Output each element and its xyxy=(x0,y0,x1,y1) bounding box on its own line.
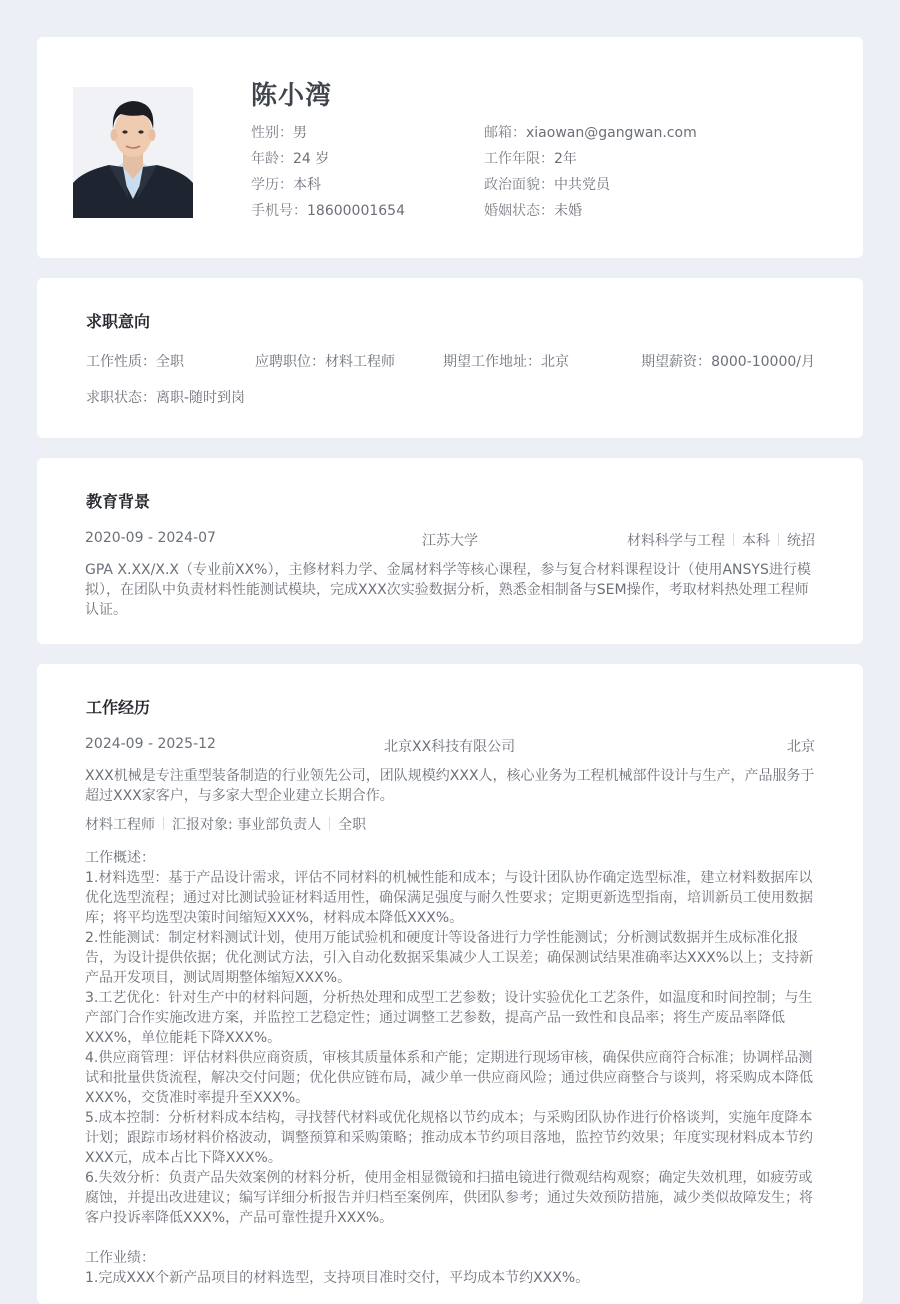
email-value: xiaowan@gangwan.com xyxy=(526,125,697,141)
report-to: 汇报对象: 事业部负责人 xyxy=(172,817,322,833)
work-overview xyxy=(85,848,817,1288)
candidate-name: 陈小湾 xyxy=(251,81,333,111)
gender-field xyxy=(251,122,307,142)
age-field xyxy=(251,148,329,168)
job-type: 全职 xyxy=(338,817,367,833)
work-period: 2024-09 - 2025-12 xyxy=(85,736,216,752)
work-city: 北京 xyxy=(787,739,815,755)
education-level-label: 学历： xyxy=(251,177,293,193)
avatar xyxy=(73,87,193,218)
work-years-field xyxy=(484,148,577,168)
expected-location-value: 北京 xyxy=(541,354,569,370)
expected-salary-value: 8000-10000/月 xyxy=(711,354,815,370)
achievements-label: 工作业绩： xyxy=(85,1250,155,1266)
expected-location-field xyxy=(443,351,569,371)
marital-status-label: 婚姻状态： xyxy=(484,203,554,219)
phone-value: 18600001654 xyxy=(307,203,405,219)
major: 材料科学与工程 xyxy=(627,533,725,549)
divider xyxy=(733,533,734,546)
education-period: 2020-09 - 2024-07 xyxy=(85,530,216,546)
job-position: 材料工程师 xyxy=(85,817,155,833)
job-nature-value: 全职 xyxy=(156,354,184,370)
expected-location-label: 期望工作地址： xyxy=(443,354,541,370)
enrollment-type: 统招 xyxy=(787,533,815,549)
job-status-field xyxy=(86,387,245,407)
overview-item: 3.工艺优化：针对生产中的材料问题，分析热处理和成型工艺参数；设计实验优化工艺条件，如温度和时间控制；与生产部门合作实施改进方案，并监控工艺稳定性；通过调整工艺参数，提高产品一致性和良品率；将生产废品率降低XXX%，单位能耗下降XXX%。 xyxy=(85,990,813,1046)
overview-item: 6.失效分析：负责产品失效案例的材料分析，使用金相显微镜和扫描电镜进行微观结构观察；确定失效机理，如疲劳或腐蚀，并提出改进建议；编写详细分析报告并归档至案例库，供团队参考；通过失效预防措施，减少类似故障发生；将客户投诉率降低XXX%，产品可靠性提升XXX%。 xyxy=(85,1170,813,1226)
education-tags xyxy=(627,530,815,550)
education-level-value: 本科 xyxy=(293,177,321,193)
overview-item: 2.性能测试：制定材料测试计划，使用万能试验机和硬度计等设备进行力学性能测试；分析测试数据并生成标准化报告，为设计提供依据；优化测试方法，引入自动化数据采集减少人工误差；确保测试结果准确率达XXX%以上；支持新产品开发项目，测试周期整体缩短XXX%。 xyxy=(85,930,814,986)
job-tags xyxy=(85,814,366,834)
overview-item: 4.供应商管理：评估材料供应商资质，审核其质量体系和产能；定期进行现场审核，确保供应商符合标准；协调样品测试和批量供货流程，解决交付问题；优化供应链布局，减少单一供应商风险；通过供应商整合与谈判，将采购成本降低XXX%，交货准时率提升至XXX%。 xyxy=(85,1050,813,1106)
overview-label: 工作概述： xyxy=(85,850,155,866)
political-status-label: 政治面貌： xyxy=(484,177,554,193)
education-description: GPA X.XX/X.X（专业前XX%），主修材料力学、金属材料学等核心课程，参与复合材料课程设计（使用ANSYS进行模拟），在团队中负责材料性能测试模块，完成XXX次实验数据分析，熟悉金相制备与SEM操作，考取材料热处理工程师认证。 xyxy=(85,562,811,618)
phone-label: 手机号： xyxy=(251,203,307,219)
expected-salary-label: 期望薪资： xyxy=(641,354,712,370)
profile-card xyxy=(37,37,863,258)
applied-position-label: 应聘职位： xyxy=(255,354,325,370)
applied-position-value: 材料工程师 xyxy=(325,354,395,370)
phone-field xyxy=(251,200,405,220)
work-years-value: 2年 xyxy=(554,151,577,167)
gender-value: 男 xyxy=(293,125,307,141)
company-name: 北京XX科技有限公司 xyxy=(384,739,516,755)
job-nature-field xyxy=(86,351,184,371)
divider xyxy=(778,533,779,546)
expected-salary-field xyxy=(641,351,815,371)
job-status-label: 求职状态： xyxy=(86,390,156,406)
education-card xyxy=(37,458,863,644)
work-experience-card xyxy=(37,664,863,1304)
age-value: 24 岁 xyxy=(293,151,330,167)
work-experience-title: 工作经历 xyxy=(86,698,151,717)
degree: 本科 xyxy=(742,533,770,549)
school-name: 江苏大学 xyxy=(422,533,478,549)
marital-status-field xyxy=(484,200,582,220)
political-status-value: 中共党员 xyxy=(554,177,610,193)
age-label: 年龄： xyxy=(251,151,293,167)
job-nature-label: 工作性质： xyxy=(86,354,156,370)
divider xyxy=(329,817,330,830)
achievement-item: 1.完成XXX个新产品项目的材料选型，支持项目准时交付，平均成本节约XXX%。 xyxy=(85,1270,590,1286)
job-intent-title: 求职意向 xyxy=(86,312,151,331)
avatar-photo xyxy=(73,87,193,218)
divider xyxy=(163,817,164,830)
education-title: 教育背景 xyxy=(86,492,151,511)
overview-item: 5.成本控制：分析材料成本结构，寻找替代材料或优化规格以节约成本；与采购团队协作进行价格谈判，实施年度降本计划；跟踪市场材料价格波动，调整预算和采购策略；推动成本节约项目落地，监控节约效果；年度实现材料成本节约XXX元，成本占比下降XXX%。 xyxy=(85,1110,813,1166)
applied-position-field xyxy=(255,351,395,371)
job-status-value: 离职-随时到岗 xyxy=(156,390,246,406)
email-field xyxy=(484,122,697,142)
gender-label: 性别： xyxy=(251,125,293,141)
job-intent-card xyxy=(37,278,863,438)
email-label: 邮箱： xyxy=(484,125,526,141)
company-intro: XXX机械是专注重型装备制造的行业领先公司，团队规模约XXX人，核心业务为工程机械部件设计与生产，产品服务于超过XXX家客户，与多家大型企业建立长期合作。 xyxy=(85,768,815,804)
work-years-label: 工作年限： xyxy=(484,151,554,167)
overview-item: 1.材料选型：基于产品设计需求，评估不同材料的机械性能和成本；与设计团队协作确定选型标准，建立材料数据库以优化选型流程；通过对比测试验证材料适用性，确保满足强度与耐久性要求；定期更新选型指南，培训新员工使用数据库；将平均选型决策时间缩短XXX%，材料成本降低XXX%。 xyxy=(85,870,813,926)
education-field xyxy=(251,174,321,194)
marital-status-value: 未婚 xyxy=(554,203,582,219)
political-status-field xyxy=(484,174,610,194)
